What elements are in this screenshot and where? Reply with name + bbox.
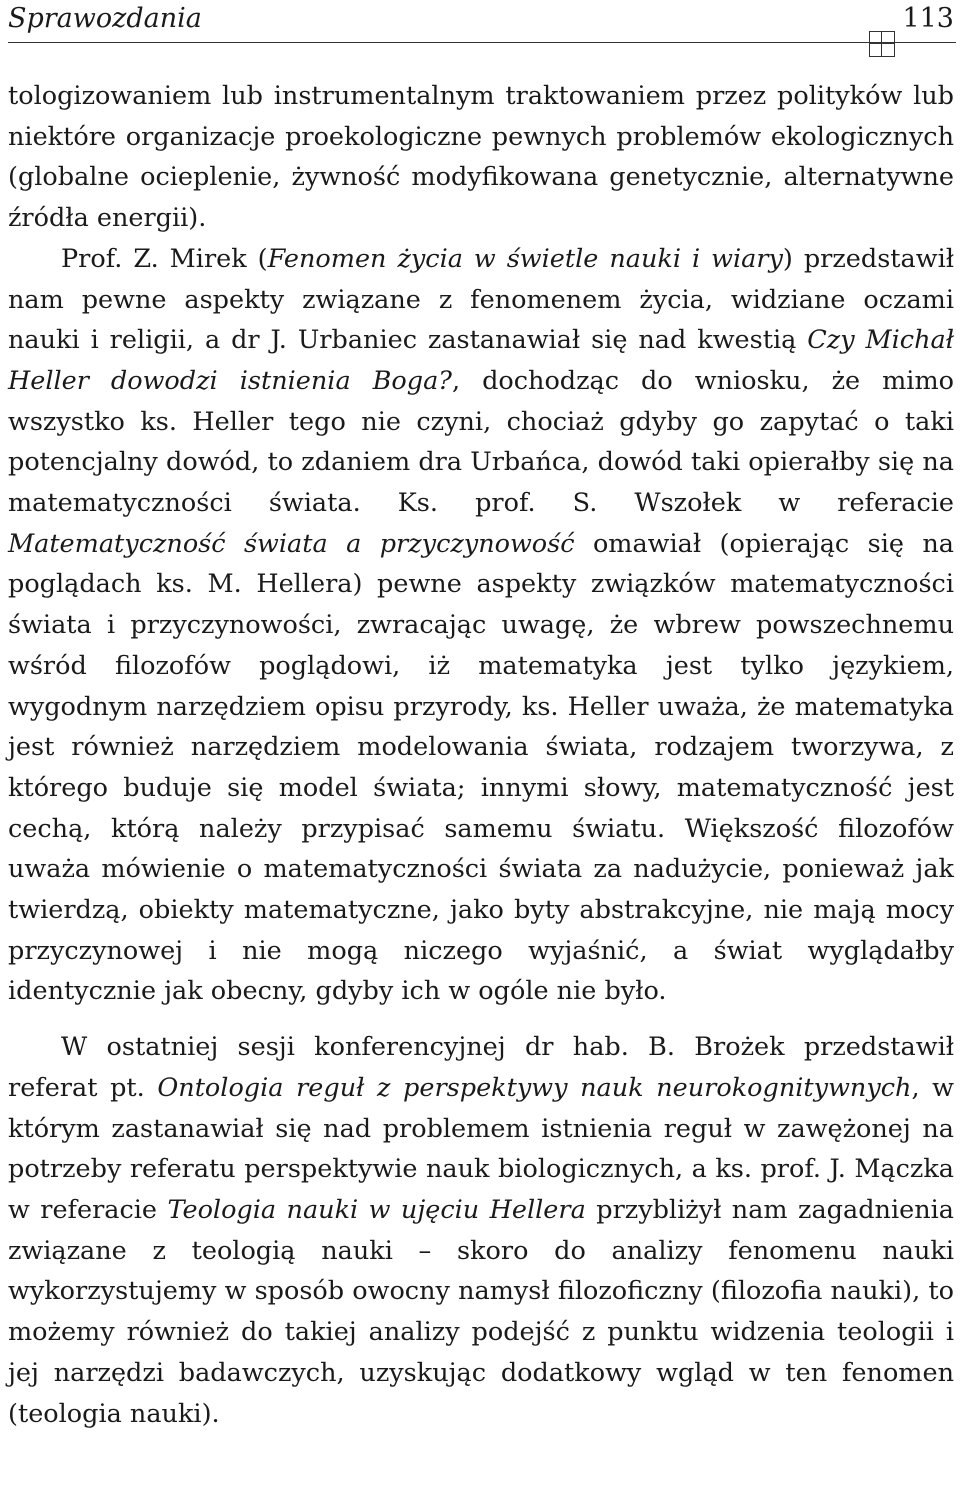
italic-title: Ontologia reguł z perspektywy nauk neurokognitywnych [157,1072,912,1103]
text-run: Prof. Z. Mirek ( [61,243,268,274]
paragraph [8,239,954,1012]
header-rule [8,42,956,43]
body-text [8,76,954,1434]
text-run: ) przedstawił nam pewne aspekty związane z fenomenem życia, widziane oczami nauki i religii, a dr J. Urbaniec zastanawiał się nad kwestią [8,243,955,356]
running-title: Sprawozdania [8,3,202,34]
italic-title: Fenomen życia w świetle nauki i wiary [267,243,783,274]
page-number: 113 [902,3,954,34]
text-run: omawiał (opierając się na poglądach ks. M. Hellera) pewne aspekty związków matematyczności świata i przyczynowości, zwracając uwagę, że wbrew powszechnemu wśród filozofów poglądowi, iż matematyka jest tylko językiem, wygodnym narzędziem opisu przyrody, ks. Heller uważa, że matematyka jest również narzędziem modelowania świata, rodzajem tworzywa, z którego buduje się model świata; innymi słowy, matematyczność jest cechą, którą należy przypisać samemu światu. Większość filozofów uważa mówienie o matematyczności świata za nadużycie, ponieważ jak twierdzą, obiekty matematyczne, jako byty abstrakcyjne, nie mają mocy przyczynowej i nie mogą niczego wyjaśnić, a świat wyglądałby identycznie jak obecny, gdyby ich w ogóle nie było. [8,528,954,1007]
italic-title: Teologia nauki w ujęciu Hellera [167,1194,586,1225]
crop-mark-icon [869,31,895,57]
text-run: przybliżył nam zagadnienia związane z teologią nauki – skoro do analizy fenomenu nauki wykorzystujemy w sposób owocny namysł filozoficzny (filozofia nauki), to możemy również do takiej analizy podejść z punktu widzenia teologii i jej narzędzi badawczych, uzyskując dodatkowy wgląd w ten fenomen (teologia nauki). [8,1194,954,1429]
italic-title: Matematyczność świata a przyczynowość [8,528,575,559]
paragraph [8,1027,954,1434]
italic-title: Czy Michał Heller dowodzi istnienia Boga? [8,325,954,396]
text-run: tologizowaniem lub instrumentalnym traktowaniem przez polityków lub niektóre organizacje proekologiczne pewnych problemów ekologicznych (globalne ocieplenie, żywność modyfikowana genetycznie, alternatywne źródła energii). [8,81,954,234]
document-page [8,0,956,1510]
paragraph [8,76,954,239]
text-run: , dochodząc do wniosku, że mimo wszystko ks. Heller tego nie czyni, chociaż gdyby go zapytać o taki potencjalny dowód, to zdaniem dra Urbańca, dowód taki opierałby się na matematyczności świata. Ks. prof. S. Wszołek w referacie [8,365,954,519]
text-run: W ostatniej sesji konferencyjnej dr hab. B. Brożek przedstawił referat pt. [8,1032,954,1103]
running-header [8,2,956,42]
text-run: , w którym zastanawiał się nad problemem istnienia reguł w zawężonej na potrzeby referatu perspektywie nauk biologicznych, a ks. prof. J. Mączka w referacie [8,1072,954,1225]
